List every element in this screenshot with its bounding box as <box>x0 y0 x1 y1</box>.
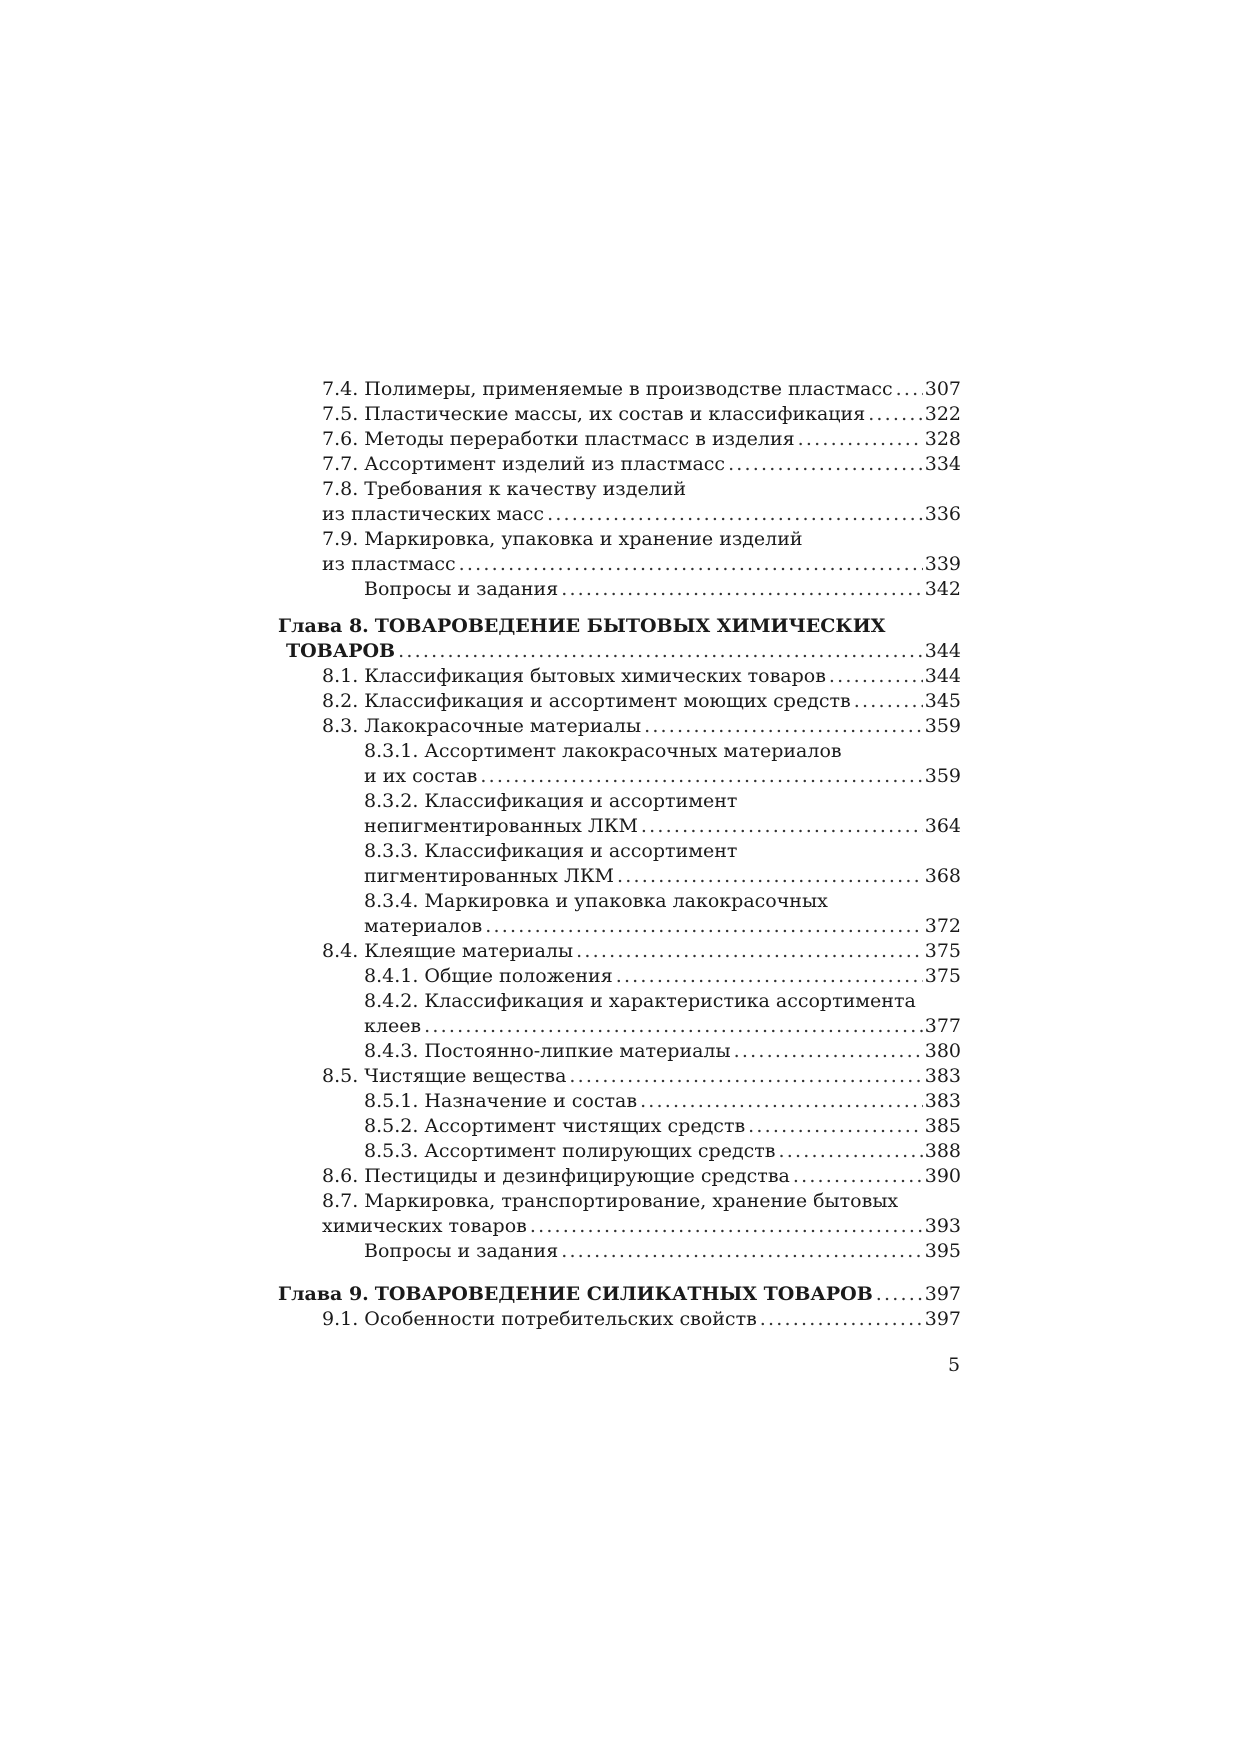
toc-entry-8-3-3-line2 <box>278 864 961 889</box>
toc-entry-title: 8.4.3. Постоянно-липкие материалы <box>364 1040 731 1062</box>
toc-page-number: 377 <box>924 1015 961 1037</box>
toc-page-number: 345 <box>924 690 961 712</box>
toc-entry-8-6 <box>278 1164 961 1189</box>
dot-leader <box>745 1114 923 1139</box>
toc-entry-7-6 <box>278 427 961 452</box>
toc-page-number: 336 <box>924 503 961 525</box>
toc-entry-title-continued: пигментированных ЛКМ <box>364 865 614 887</box>
toc-entry-8-5-2 <box>278 1114 961 1139</box>
toc-entry-8-3-4-line2 <box>278 914 961 939</box>
dot-leader <box>637 1089 923 1114</box>
dot-leader <box>456 552 923 577</box>
toc-page-number: 388 <box>924 1140 961 1162</box>
dot-leader <box>573 939 923 964</box>
toc-entry-title: 8.5. Чистящие вещества <box>322 1065 567 1087</box>
toc-entry-title: 8.2. Классификация и ассортимент моющих средств <box>322 690 851 712</box>
toc-entry-title: 8.3. Лакокрасочные материалы <box>322 715 642 737</box>
toc-entry-title: 7.6. Методы переработки пластмасс в изделия <box>322 428 795 450</box>
toc-entry-7-9-line2 <box>278 552 961 577</box>
dot-leader <box>421 1014 923 1039</box>
toc-entry-title: Вопросы и задания <box>364 1240 559 1262</box>
toc-entry-title: 8.7. Маркировка, транспортирование, хранение бытовых <box>322 1190 899 1212</box>
dot-leader <box>865 402 923 427</box>
toc-entry-8-2 <box>278 689 961 714</box>
dot-leader <box>614 864 923 889</box>
toc-entry-title: 8.3.1. Ассортимент лакокрасочных материалов <box>364 740 842 762</box>
dot-leader <box>795 427 923 452</box>
toc-entry-8-3 <box>278 714 961 739</box>
toc-entry-title-continued: непигментированных ЛКМ <box>364 815 638 837</box>
toc-entry-title: 8.4.2. Классификация и характеристика ассортимента <box>364 990 916 1012</box>
toc-page-number: 395 <box>924 1240 961 1262</box>
toc-entry-title: 7.5. Пластические массы, их состав и классификация <box>322 403 866 425</box>
dot-leader <box>826 664 923 689</box>
dot-leader <box>725 452 923 477</box>
toc-entry-8-4 <box>278 939 961 964</box>
toc-entry-8-3-2-line2 <box>278 814 961 839</box>
toc-page-number: 372 <box>924 915 961 937</box>
toc-entry-7-9-line1 <box>278 527 961 552</box>
toc-entry-title: 8.3.3. Классификация и ассортимент <box>364 840 738 862</box>
toc-page-number: 390 <box>924 1165 961 1187</box>
toc-page-number: 385 <box>924 1115 961 1137</box>
toc-page-number: 359 <box>924 765 961 787</box>
chapter-prefix: Глава 8. <box>278 615 369 637</box>
toc-page-number: 344 <box>924 640 961 662</box>
toc-entry-title: 8.5.1. Назначение и состав <box>364 1090 638 1112</box>
toc-page-number: 342 <box>924 578 961 600</box>
toc-entry-8-4-1 <box>278 964 961 989</box>
page-number: 5 <box>948 1354 961 1376</box>
toc-entry-title-continued: химических товаров <box>322 1215 527 1237</box>
dot-leader <box>613 964 923 989</box>
toc-entry-questions-8 <box>278 1239 961 1264</box>
toc-page-number: 383 <box>924 1065 961 1087</box>
toc-entry-title: 8.6. Пестициды и дезинфицирующие средства <box>322 1165 790 1187</box>
dot-leader <box>641 714 923 739</box>
toc-entry-title: Вопросы и задания <box>364 578 559 600</box>
toc-chapter-8-line1 <box>278 614 961 639</box>
toc-entry-title: 8.5.3. Ассортимент полирующих средств <box>364 1140 776 1162</box>
table-of-contents <box>278 377 961 1332</box>
toc-entry-title: 8.3.4. Маркировка и упаковка лакокрасочных <box>364 890 828 912</box>
toc-entry-title: 9.1. Особенности потребительских свойств <box>322 1308 757 1330</box>
toc-page-number: 375 <box>924 965 961 987</box>
toc-page-number: 328 <box>924 428 961 450</box>
toc-entry-title-continued: материалов <box>364 915 483 937</box>
toc-entry-8-5-3 <box>278 1139 961 1164</box>
toc-page-number: 368 <box>924 865 961 887</box>
toc-entry-title-continued: клеев <box>364 1015 422 1037</box>
dot-leader <box>527 1214 923 1239</box>
toc-entry-7-4 <box>278 377 961 402</box>
chapter-title: ТОВАРОВЕДЕНИЕ СИЛИКАТНЫХ ТОВАРОВ <box>374 1283 873 1305</box>
dot-leader <box>757 1307 923 1332</box>
toc-entry-7-8-line1 <box>278 477 961 502</box>
chapter-title: ТОВАРОВЕДЕНИЕ БЫТОВЫХ ХИМИЧЕСКИХ <box>374 615 886 637</box>
dot-leader <box>566 1064 922 1089</box>
toc-entry-title: 8.4. Клеящие материалы <box>322 940 574 962</box>
toc-chapter-8-line2 <box>278 639 961 664</box>
toc-chapter-9 <box>278 1282 961 1307</box>
dot-leader <box>873 1282 923 1307</box>
toc-entry-title: 8.5.2. Ассортимент чистящих средств <box>364 1115 746 1137</box>
toc-page-number: 344 <box>924 665 961 687</box>
chapter-prefix: Глава 9. <box>278 1283 369 1305</box>
toc-entry-8-4-3 <box>278 1039 961 1064</box>
toc-entry-7-7 <box>278 452 961 477</box>
toc-page-number: 393 <box>924 1215 961 1237</box>
dot-leader <box>776 1139 923 1164</box>
dot-leader <box>544 502 923 527</box>
toc-page-number: 322 <box>924 403 961 425</box>
toc-entry-title-continued: из пластмасс <box>322 553 456 575</box>
toc-entry-8-7-line1 <box>278 1189 961 1214</box>
toc-entry-questions-7 <box>278 577 961 602</box>
toc-entry-title: 8.3.2. Классификация и ассортимент <box>364 790 738 812</box>
toc-page-number: 364 <box>924 815 961 837</box>
toc-page-number: 397 <box>924 1308 961 1330</box>
dot-leader <box>477 764 922 789</box>
dot-leader <box>395 639 923 664</box>
toc-entry-7-8-line2 <box>278 502 961 527</box>
toc-entry-7-5 <box>278 402 961 427</box>
toc-entry-8-3-3-line1 <box>278 839 961 864</box>
toc-entry-title: 7.4. Полимеры, применяемые в производстве пластмасс <box>322 378 893 400</box>
toc-entry-8-5-1 <box>278 1089 961 1114</box>
dot-leader <box>790 1164 923 1189</box>
toc-entry-8-3-1-line1 <box>278 739 961 764</box>
dot-leader <box>731 1039 923 1064</box>
dot-leader <box>482 914 923 939</box>
dot-leader <box>851 689 923 714</box>
toc-page-number: 334 <box>924 453 961 475</box>
toc-page-number: 383 <box>924 1090 961 1112</box>
toc-entry-title: 8.4.1. Общие положения <box>364 965 613 987</box>
toc-entry-8-4-2-line2 <box>278 1014 961 1039</box>
toc-entry-title-continued: и их состав <box>364 765 478 787</box>
dot-leader <box>558 1239 923 1264</box>
toc-entry-8-3-1-line2 <box>278 764 961 789</box>
toc-page-number: 397 <box>924 1283 961 1305</box>
toc-entry-title: 7.9. Маркировка, упаковка и хранение изделий <box>322 528 803 550</box>
toc-entry-8-7-line2 <box>278 1214 961 1239</box>
toc-entry-8-3-4-line1 <box>278 889 961 914</box>
toc-entry-title: 7.8. Требования к качеству изделий <box>322 478 686 500</box>
toc-entry-8-5 <box>278 1064 961 1089</box>
toc-page-number: 339 <box>924 553 961 575</box>
toc-entry-title-continued: из пластических масс <box>322 503 545 525</box>
toc-page-number: 380 <box>924 1040 961 1062</box>
toc-page-number: 307 <box>924 378 961 400</box>
dot-leader <box>558 577 923 602</box>
toc-entry-title: 7.7. Ассортимент изделий из пластмасс <box>322 453 726 475</box>
toc-entry-8-3-2-line1 <box>278 789 961 814</box>
toc-entry-8-1 <box>278 664 961 689</box>
toc-page-number: 359 <box>924 715 961 737</box>
chapter-title-continued: ТОВАРОВ <box>286 640 396 662</box>
toc-entry-9-1 <box>278 1307 961 1332</box>
toc-entry-8-4-2-line1 <box>278 989 961 1014</box>
toc-page-number: 375 <box>924 940 961 962</box>
toc-entry-title: 8.1. Классификация бытовых химических товаров <box>322 665 826 687</box>
dot-leader <box>893 377 923 402</box>
dot-leader <box>638 814 923 839</box>
